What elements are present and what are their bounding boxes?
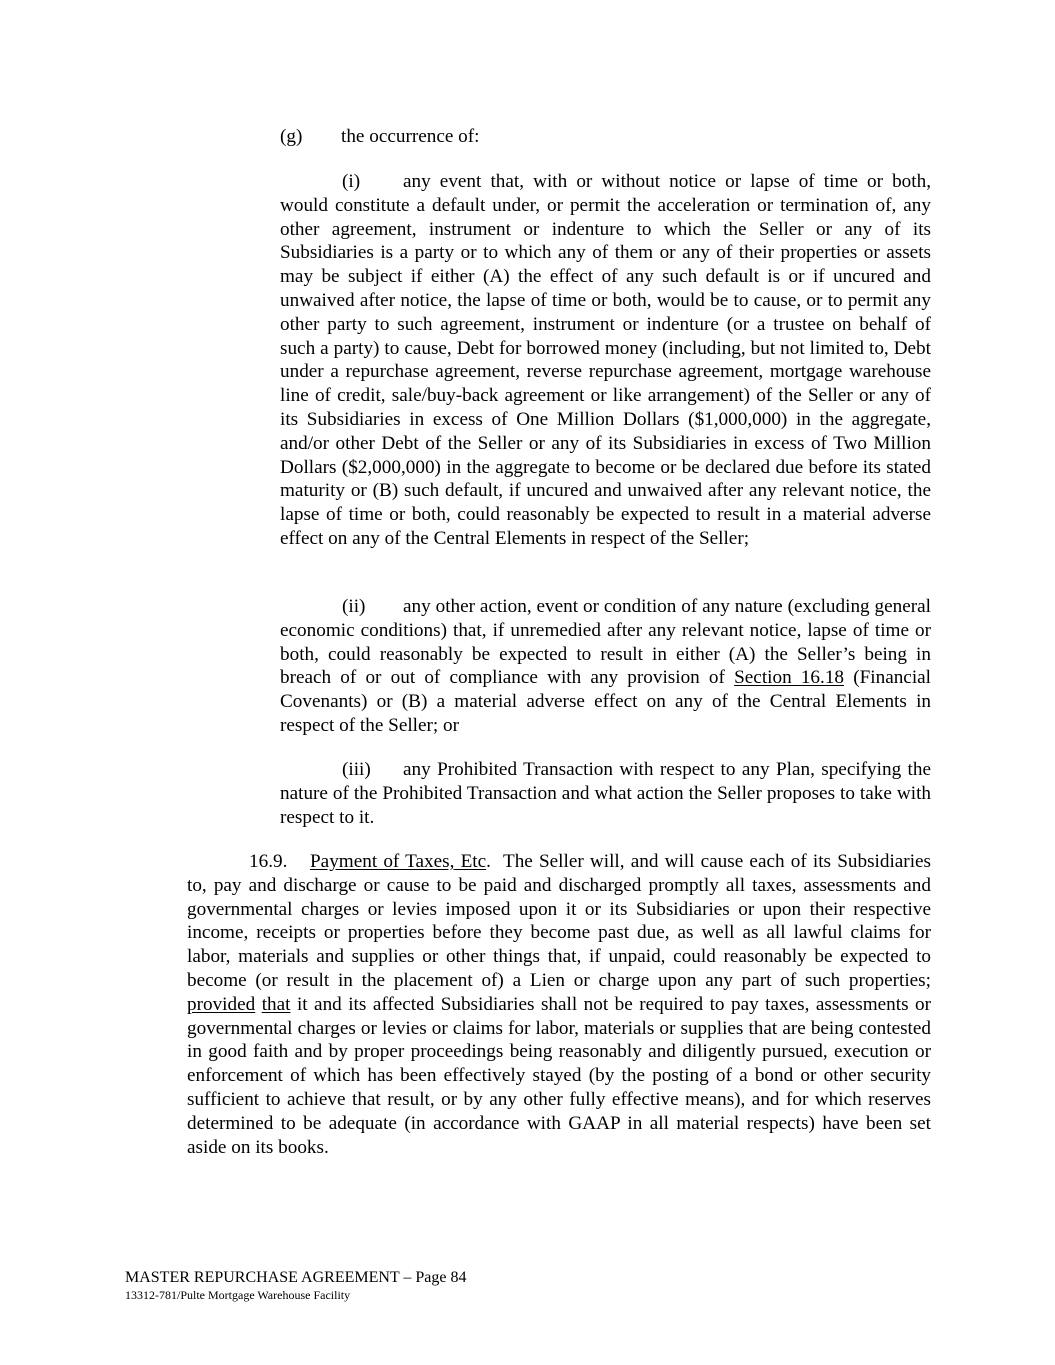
sub-iii-text: any Prohibited Transaction with respect to any Plan, specifying the nature of the Prohibited Transaction and what action the Seller proposes to take with respect to it. xyxy=(280,759,931,828)
section-16-9-number: 16.9. xyxy=(249,851,288,872)
paragraph-sub-ii xyxy=(280,595,931,738)
clause-g-text: the occurrence of: xyxy=(341,126,480,147)
clause-g-heading xyxy=(280,125,480,149)
section-16-9-title: Payment of Taxes, Etc xyxy=(310,851,487,872)
sub-ii-text-after: (Financial Covenants) or (B) a material adverse effect on any of the Central Elements in respect of the Seller; or xyxy=(280,667,931,736)
section-16-9-title-suffix: . xyxy=(486,851,491,872)
clause-g-label: (g) xyxy=(280,126,303,147)
footer-title: MASTER REPURCHASE AGREEMENT – Page 84 xyxy=(125,1269,467,1286)
sub-ii-label: (ii) xyxy=(342,596,366,617)
section-16-9-paragraph xyxy=(187,850,931,1159)
sub-i-label: (i) xyxy=(342,171,361,192)
sub-iii-label: (iii) xyxy=(342,759,371,780)
section-16-9-text-after: it and its affected Subsidiaries shall not be required to pay taxes, assessments or governmental charges or levies or claims for labor, materials or supplies that are being contested in good faith and by proper proceedings being reasonably and diligently pursued, execution or enforcement of which has been effectively stayed (by the posting of a bond or other security sufficient to achieve that result, or by any other fully effective means), and for which reserves determined to be adequate (in accordance with GAAP in all material respects) have been set aside on its books. xyxy=(187,993,932,1158)
sub-i-text: any event that, with or without notice or lapse of time or both, would constitute a default under, or permit the acceleration or termination of, any other agreement, instrument or indenture to which the Seller or any of its Subsidiaries is a party or to which any of them or any of their properties or assets may be subject if either (A) the effect of any such default is or if uncured and unwaived after notice, the lapse of time or both, would be to cause, or to permit any other party to such agreement, instrument or indenture (or a trustee on behalf of such a party) to cause, Debt for borrowed money (including, but not limited to, Debt under a repurchase agreement, reverse repurchase agreement, mortgage warehouse line of credit, sale/buy-back agreement or like arrangement) of the Seller or any of its Subsidiaries in excess of One Million Dollars ($1,000,000) in the aggregate, and/or other Debt of the Seller or any of its Subsidiaries in excess of Two Million Dollars ($2,000,000) in the aggregate to become or be declared due before its stated maturity or (B) such default, if uncured and unwaived after any relevant notice, the lapse of time or both, could reasonably be expected to result in a material adverse effect on any of the Central Elements in respect of the Seller; xyxy=(280,171,931,549)
paragraph-sub-i xyxy=(280,170,931,551)
sub-ii-text-before: any other action, event or condition of any nature (excluding general economic conditions) that, if unremedied after any relevant notice, lapse of time or both, could reasonably be expected to result in either (A) the Seller’s being in breach of or out of compliance with any provision of xyxy=(280,596,931,689)
section-16-9-text-before: The Seller will, and will cause each of its Subsidiaries to, pay and discharge or cause to be paid and discharged promptly all taxes, assessments and governmental charges or levies imposed upon it or its Subsidiaries or upon their respective income, receipts or properties before they become past due, as well as all lawful claims for labor, materials and supplies or other things that, if unpaid, could reasonably be expected to become (or result in the placement of) a Lien or charge upon any part of such properties; xyxy=(187,851,932,991)
that-term: that xyxy=(261,993,291,1015)
footer-subtitle: 13312-781/Pulte Mortgage Warehouse Facility xyxy=(125,1288,351,1302)
section-16-18-reference[interactable]: Section 16.18 xyxy=(734,667,845,689)
provided-term: provided xyxy=(187,993,256,1015)
paragraph-sub-iii xyxy=(280,758,931,829)
